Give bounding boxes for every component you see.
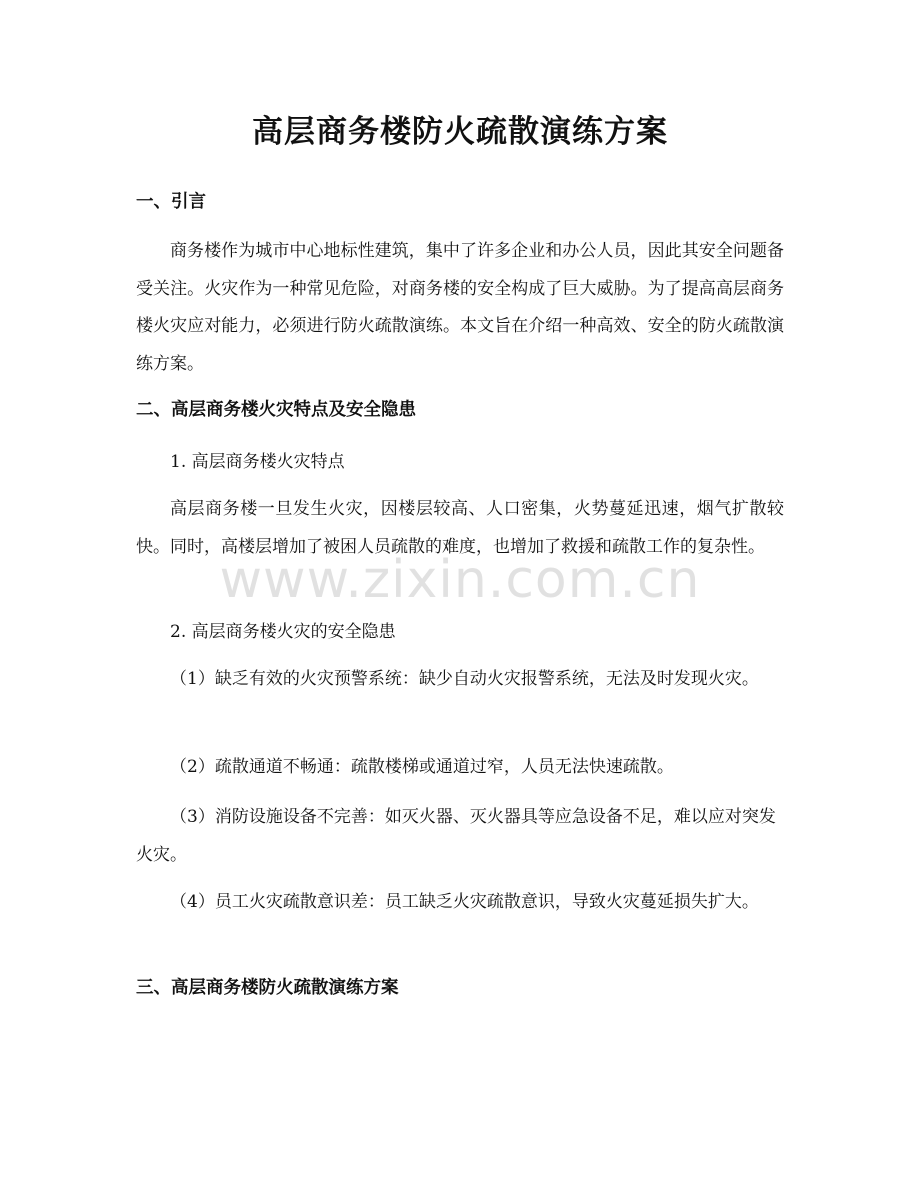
subsection-title-hazards: 2. 高层商务楼火灾的安全隐患 bbox=[170, 622, 396, 642]
watermark: www.zixin.com.cn bbox=[219, 550, 701, 610]
hazard-item-1: （1）缺乏有效的火灾预警系统：缺少自动火灾报警系统，无法及时发现火灾。 bbox=[170, 669, 759, 689]
subsection-title-features: 1. 高层商务楼火灾特点 bbox=[170, 452, 345, 472]
hazard-item-3: （3）消防设施设备不完善：如灭火器、灭火器具等应急设备不足，难以应对突发火灾。 bbox=[136, 807, 776, 865]
hazard-item-2: （2）疏散通道不畅通：疏散楼梯或通道过窄，人员无法快速疏散。 bbox=[170, 757, 674, 777]
section-heading-plan: 三、高层商务楼防火疏散演练方案 bbox=[136, 978, 399, 998]
features-paragraph: 高层商务楼一旦发生火灾，因楼层较高、人口密集，火势蔓延迅速，烟气扩散较快。同时，高楼层增加了被困人员疏散的难度，也增加了救援和疏散工作的复杂性。 bbox=[136, 499, 784, 557]
hazard-item-4: （4）员工火灾疏散意识差：员工缺乏火灾疏散意识，导致火灾蔓延损失扩大。 bbox=[170, 892, 759, 912]
document-title: 高层商务楼防火疏散演练方案 bbox=[252, 114, 668, 150]
section-heading-features: 二、高层商务楼火灾特点及安全隐患 bbox=[136, 400, 416, 420]
intro-paragraph: 商务楼作为城市中心地标性建筑，集中了许多企业和办公人员，因此其安全问题备受关注。火灾作为一种常见危险，对商务楼的安全构成了巨大威胁。为了提高高层商务楼火灾应对能力，必须进行防火疏散演练。本文旨在介绍一种高效、安全的防火疏散演练方案。 bbox=[136, 241, 784, 374]
section-heading-intro: 一、引言 bbox=[136, 192, 206, 212]
